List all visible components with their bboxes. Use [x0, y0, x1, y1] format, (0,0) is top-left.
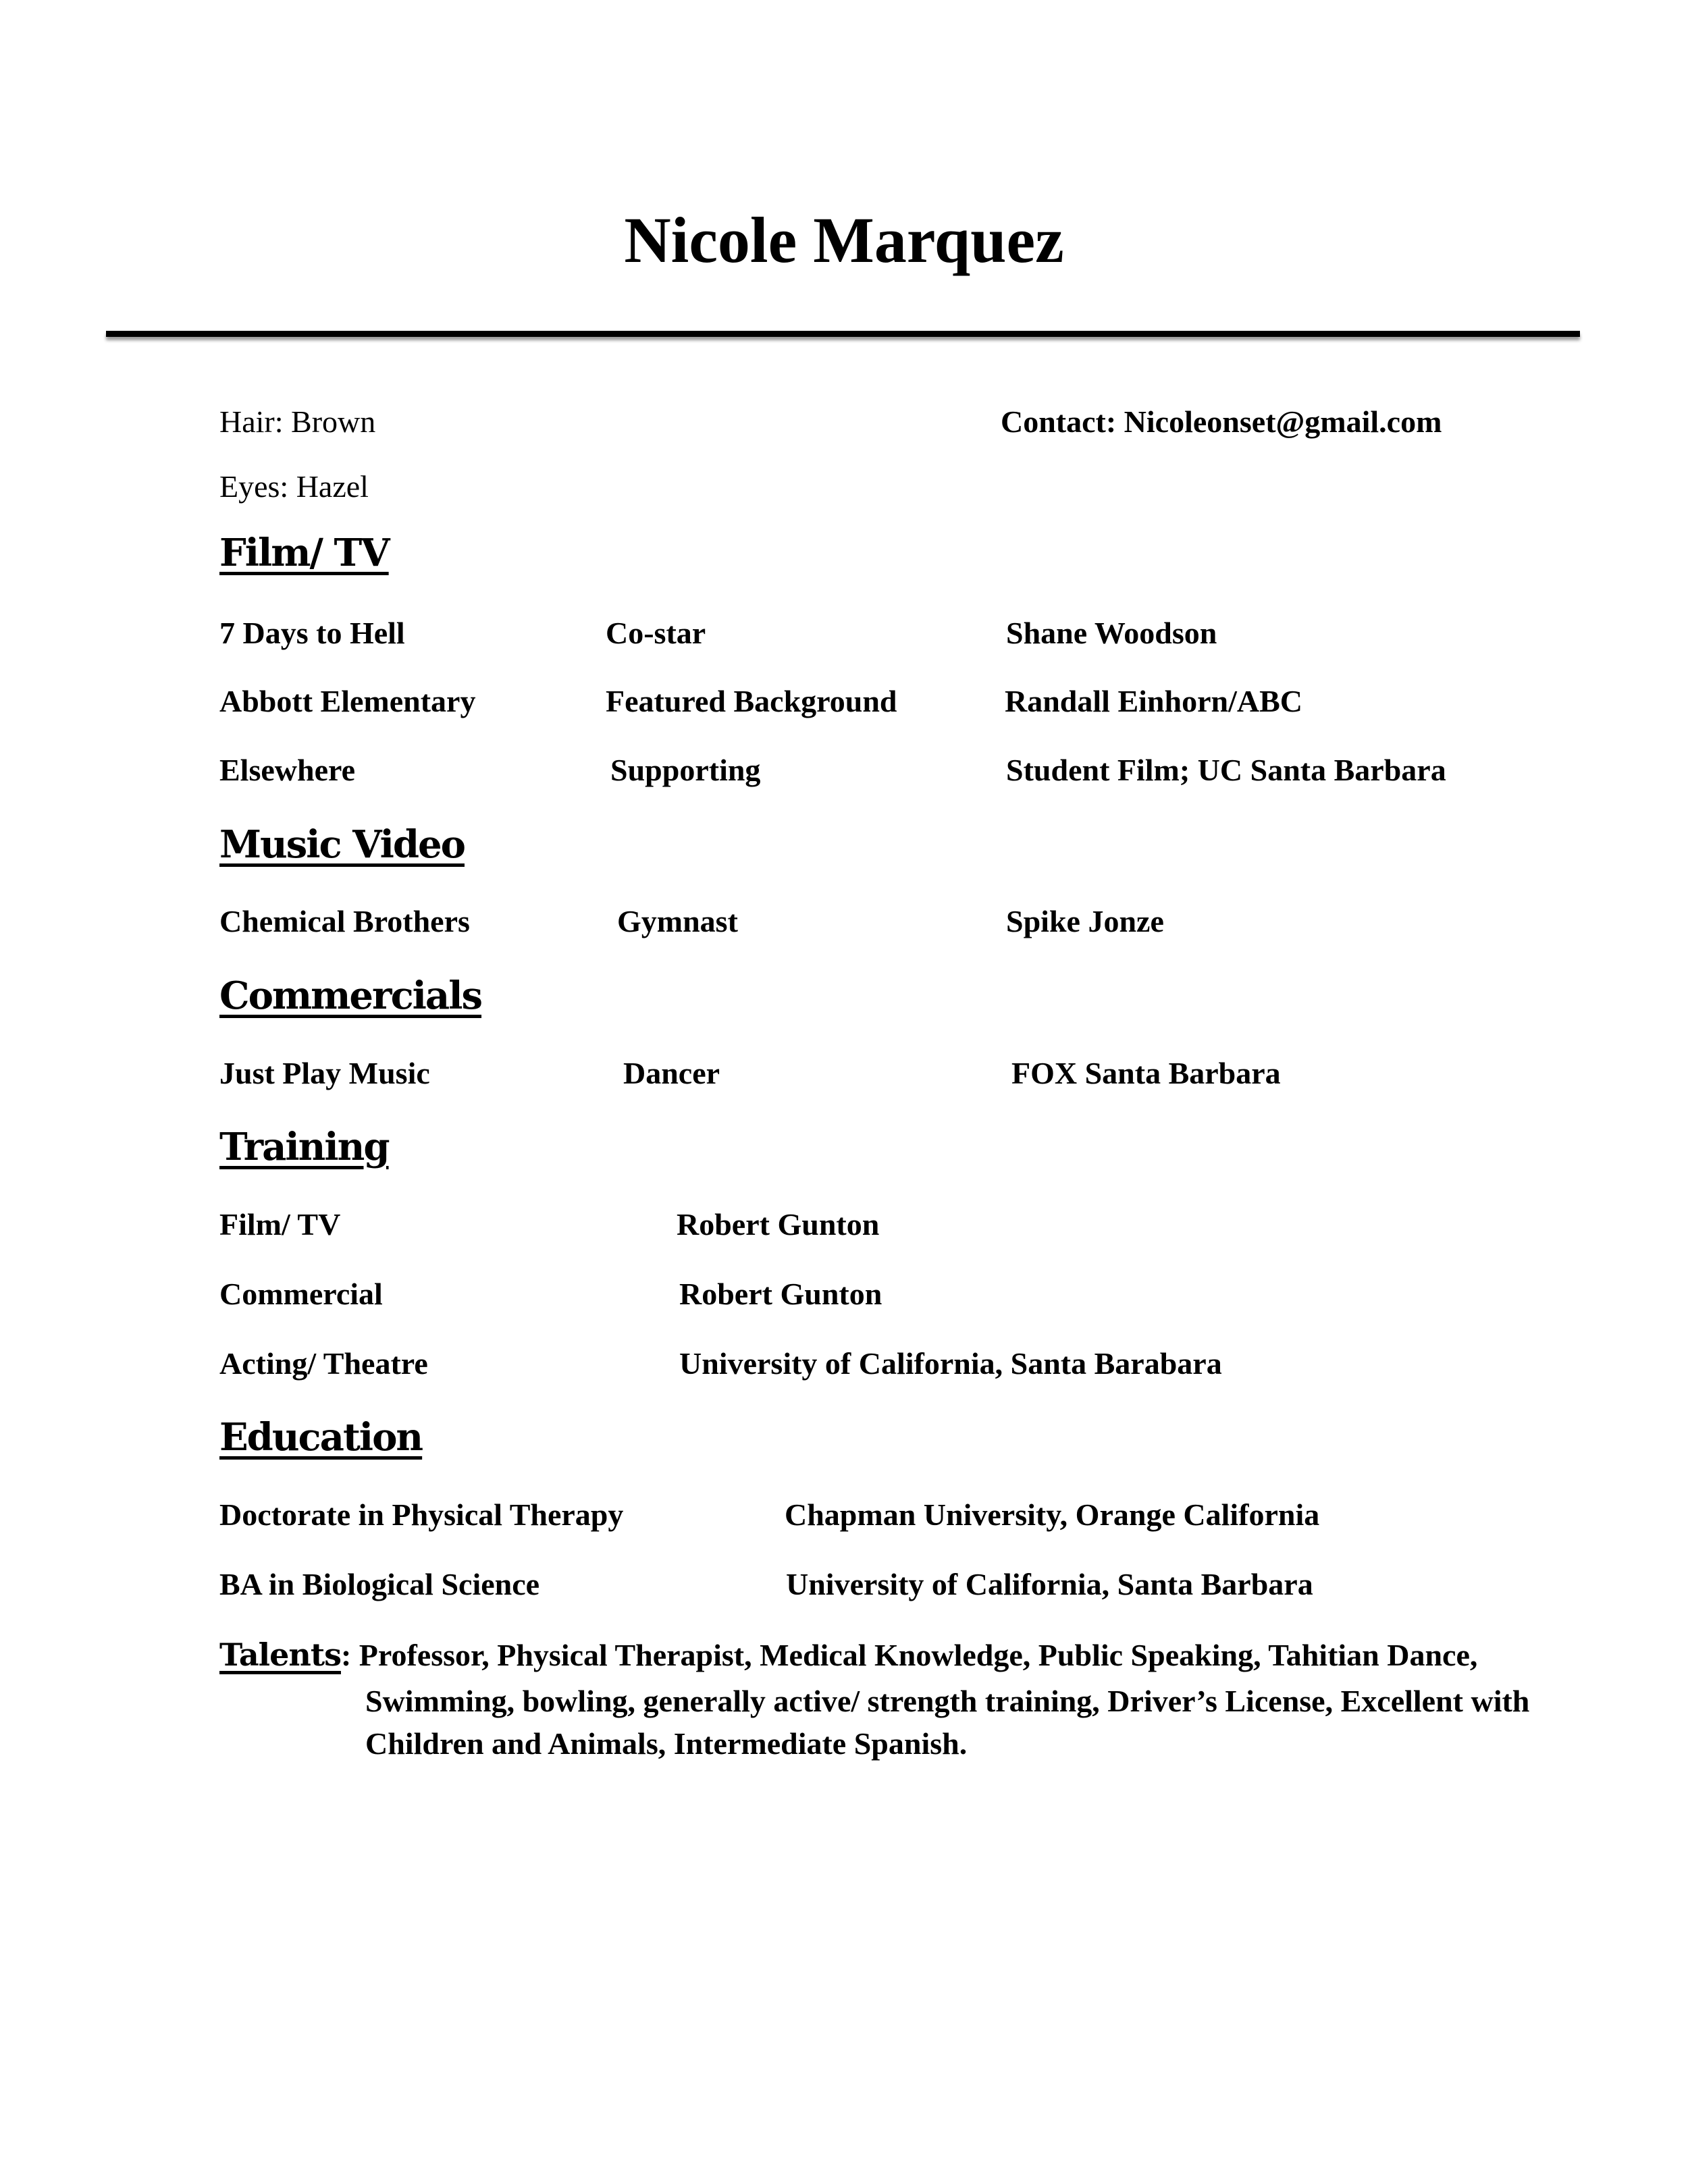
- training-instructor: Robert Gunton: [677, 1207, 880, 1242]
- talents-first-line: [219, 1636, 1478, 1673]
- training-subject: Film/ TV: [219, 1207, 341, 1242]
- film-tv-role: Supporting: [610, 753, 761, 787]
- film-tv-title: Elsewhere: [219, 753, 356, 787]
- education-degree: Doctorate in Physical Therapy: [219, 1497, 624, 1532]
- talents-colon: :: [340, 1638, 352, 1672]
- training-heading: Training: [219, 1125, 389, 1169]
- talents-line: Professor, Physical Therapist, Medical Knowledge, Public Speaking, Tahitian Dance,: [359, 1638, 1478, 1672]
- commercial-role: Dancer: [623, 1056, 720, 1090]
- commercials-heading: Commercials: [219, 974, 482, 1018]
- film-tv-heading: Film/ TV: [219, 531, 389, 575]
- film-tv-credit: Shane Woodson: [1006, 616, 1217, 650]
- training-instructor: Robert Gunton: [679, 1277, 882, 1311]
- commercial-credit: FOX Santa Barbara: [1011, 1056, 1281, 1090]
- music-video-role: Gymnast: [617, 904, 738, 938]
- talents-line: Children and Animals, Intermediate Spanish.: [365, 1726, 968, 1761]
- film-tv-role: Featured Background: [606, 684, 897, 718]
- education-heading: Education: [219, 1415, 423, 1460]
- music-video-title: Chemical Brothers: [219, 904, 470, 938]
- training-subject: Acting/ Theatre: [219, 1346, 428, 1381]
- education-school: Chapman University, Orange California: [785, 1497, 1320, 1532]
- film-tv-title: 7 Days to Hell: [219, 616, 405, 650]
- eyes-info: Eyes: Hazel: [219, 469, 369, 504]
- education-degree: BA in Biological Science: [219, 1567, 540, 1601]
- training-instructor: University of California, Santa Barabara: [679, 1346, 1222, 1381]
- talents-line: Swimming, bowling, generally active/ strength training, Driver’s License, Excellent with: [365, 1684, 1530, 1718]
- commercial-title: Just Play Music: [219, 1056, 430, 1090]
- education-school: University of California, Santa Barbara: [786, 1567, 1313, 1601]
- film-tv-credit: Randall Einhorn/ABC: [1005, 684, 1302, 718]
- film-tv-title: Abbott Elementary: [219, 684, 476, 718]
- resume-name: Nicole Marquez: [624, 204, 1064, 276]
- title-divider: [106, 331, 1580, 337]
- talents-heading: Talents: [219, 1636, 341, 1673]
- film-tv-credit: Student Film; UC Santa Barbara: [1006, 753, 1446, 787]
- music-video-heading: Music Video: [219, 822, 465, 867]
- contact-info: Contact: Nicoleonset@gmail.com: [1001, 404, 1442, 439]
- film-tv-role: Co-star: [606, 616, 706, 650]
- music-video-credit: Spike Jonze: [1006, 904, 1164, 938]
- training-subject: Commercial: [219, 1277, 383, 1311]
- hair-info: Hair: Brown: [219, 404, 376, 439]
